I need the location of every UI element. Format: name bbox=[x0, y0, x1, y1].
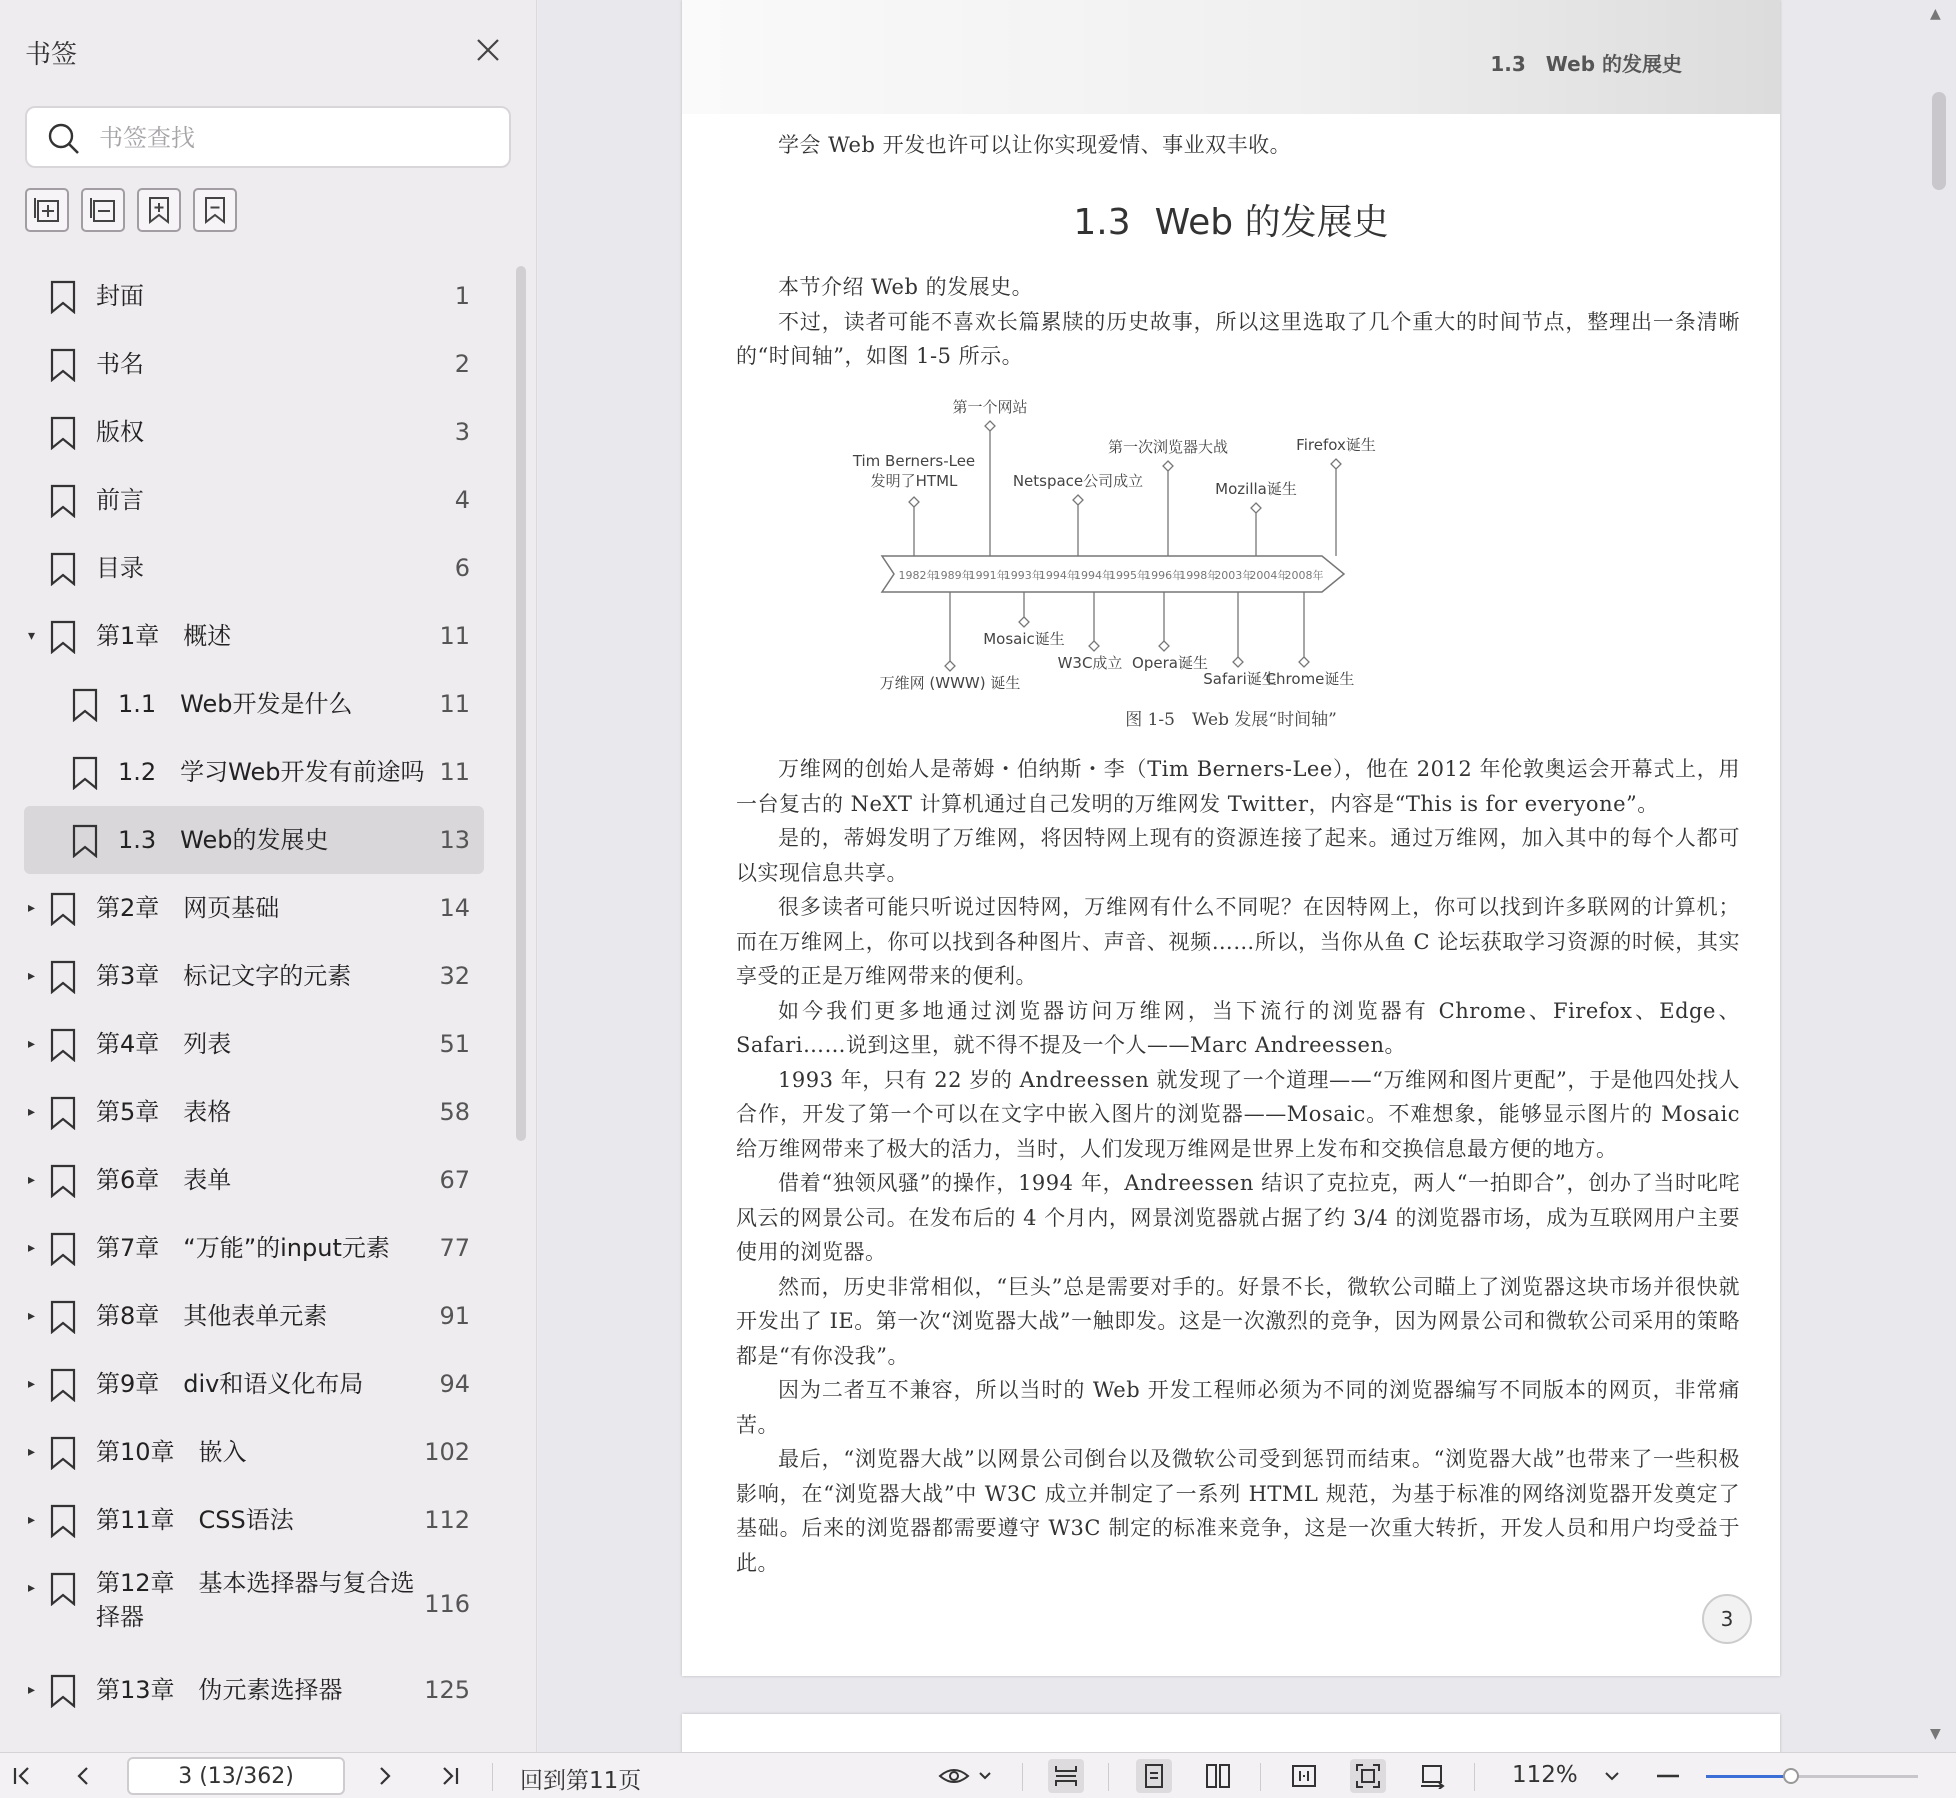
caret-right-icon[interactable]: ▸ bbox=[28, 1240, 36, 1256]
timeline-year: 1998年 bbox=[1179, 569, 1219, 582]
timeline-year: 2004年 bbox=[1249, 569, 1289, 582]
bookmark-label: 第10章 嵌入 bbox=[96, 1438, 247, 1466]
bookmark-page: 67 bbox=[439, 1166, 470, 1194]
timeline-node bbox=[1299, 657, 1309, 667]
next-page-button[interactable] bbox=[366, 1759, 402, 1793]
timeline-year: 1994年 bbox=[1038, 569, 1078, 582]
bookmark-label: 封面 bbox=[96, 282, 144, 310]
caret-right-icon[interactable]: ▸ bbox=[28, 968, 36, 984]
bookmark-label: 第5章 表格 bbox=[96, 1098, 232, 1126]
bookmark-item[interactable] bbox=[0, 1010, 500, 1078]
bookmark-icon bbox=[48, 1436, 78, 1470]
bookmark-icon bbox=[48, 416, 78, 450]
paragraph: 然而，历史非常相似，“巨头”总是需要对手的。好景不长，微软公司瞄上了浏览器这块市场并很快就开发出了 IE。第一次“浏览器大战”一触即发。这是一次激烈的竞争，因为网景公司和微软公司采用的策略都是“有你没我”。 bbox=[736, 1274, 1740, 1368]
bookmark-page: 6 bbox=[454, 554, 470, 582]
timeline-node bbox=[909, 497, 919, 507]
bookmark-label: 第12章 基本选择器与复合选择器 bbox=[96, 1569, 415, 1631]
bookmark-page: 77 bbox=[439, 1234, 470, 1262]
intro-paragraph: 学会 Web 开发也许可以让你实现爱情、事业双丰收。 bbox=[778, 133, 1292, 157]
timeline-node bbox=[1331, 459, 1341, 469]
continuous-scroll-icon bbox=[1053, 1763, 1079, 1789]
timeline-node bbox=[1089, 641, 1099, 651]
bookmark-page: 91 bbox=[439, 1302, 470, 1330]
bookmark-page: 13 bbox=[439, 826, 470, 854]
view-mode-dropdown[interactable] bbox=[936, 1759, 996, 1793]
caret-right-icon[interactable]: ▸ bbox=[28, 1172, 36, 1188]
bookmark-item[interactable] bbox=[0, 262, 500, 330]
bookmark-item[interactable] bbox=[0, 738, 500, 806]
bookmark-label: 1.2 学习Web开发有前途吗 bbox=[118, 758, 425, 786]
bookmark-page: 112 bbox=[424, 1506, 470, 1534]
bookmark-item[interactable] bbox=[0, 1282, 500, 1350]
paragraph: 万维网的创始人是蒂姆・伯纳斯・李（Tim Berners-Lee），他在 2012 年伦敦奥运会开幕式上，用一台复古的 NeXT 计算机通过自己发明的万维网发 Twitter，内容是“This is for everyone”。 bbox=[736, 757, 1740, 816]
bookmark-item[interactable] bbox=[0, 534, 500, 602]
bookmark-label: 书名 bbox=[96, 350, 144, 378]
body-text bbox=[736, 752, 1740, 1580]
caret-right-icon[interactable]: ▸ bbox=[28, 1036, 36, 1052]
running-header: 1.3 Web 的发展史 bbox=[1490, 52, 1682, 76]
figure-caption: 图 1-5 Web 发展“时间轴” bbox=[1125, 710, 1337, 730]
timeline-node bbox=[1163, 461, 1173, 471]
single-page-button[interactable] bbox=[1136, 1759, 1172, 1793]
toolbar-separator bbox=[1260, 1763, 1261, 1791]
timeline-event-label: Firefox诞生 bbox=[1296, 436, 1376, 454]
timeline-year: 1996年 bbox=[1144, 569, 1184, 582]
caret-right-icon[interactable]: ▸ bbox=[28, 1308, 36, 1324]
timeline-node bbox=[1019, 617, 1029, 627]
timeline-node bbox=[1251, 503, 1261, 513]
timeline-year: 1989年 bbox=[933, 569, 973, 582]
section-intro bbox=[736, 270, 1740, 374]
paragraph: 因为二者互不兼容，所以当时的 Web 开发工程师必须为不同的浏览器编写不同版本的网页，非常痛苦。 bbox=[736, 1378, 1740, 1437]
bookmark-item[interactable] bbox=[0, 1656, 500, 1724]
bookmark-sidebar bbox=[0, 0, 537, 1752]
bookmark-item[interactable] bbox=[0, 942, 500, 1010]
bookmark-label: 第6章 表单 bbox=[96, 1166, 232, 1194]
bookmark-icon bbox=[70, 824, 100, 858]
bookmark-icon bbox=[48, 280, 78, 314]
bookmark-icon bbox=[48, 1028, 78, 1062]
expand-all-button[interactable] bbox=[25, 188, 69, 232]
page-number-input[interactable] bbox=[127, 1757, 345, 1795]
bookmark-page: 32 bbox=[439, 962, 470, 990]
bookmark-item[interactable] bbox=[0, 670, 500, 738]
bookmark-page: 11 bbox=[439, 758, 470, 786]
timeline-year: 1994年 bbox=[1073, 569, 1113, 582]
rotate-icon bbox=[1419, 1763, 1445, 1789]
timeline-event-label: Safari诞生 bbox=[1203, 670, 1277, 688]
bookmark-icon bbox=[48, 1232, 78, 1266]
collapse-all-icon bbox=[88, 195, 118, 225]
fit-width-button[interactable] bbox=[1286, 1759, 1322, 1793]
timeline-event-label: Mozilla诞生 bbox=[1215, 480, 1297, 498]
scroll-down-arrow-icon[interactable]: ▼ bbox=[1930, 1726, 1941, 1742]
back-to-page-link[interactable]: 回到第11页 bbox=[520, 1768, 642, 1794]
scroll-up-arrow-icon[interactable]: ▲ bbox=[1930, 6, 1941, 22]
bookmark-item[interactable] bbox=[0, 1418, 500, 1486]
timeline-event-label: 万维网 (WWW) 诞生 bbox=[879, 674, 1021, 692]
bookmark-item[interactable] bbox=[0, 398, 500, 466]
bookmark-label: 第8章 其他表单元素 bbox=[96, 1302, 328, 1330]
last-page-icon bbox=[438, 1764, 462, 1788]
bookmark-label: 版权 bbox=[96, 418, 144, 446]
zoom-dropdown[interactable] bbox=[1594, 1759, 1630, 1793]
bookmark-page: 3 bbox=[454, 418, 470, 446]
bookmark-label: 第9章 div和语义化布局 bbox=[96, 1370, 364, 1398]
bookmark-page: 2 bbox=[454, 350, 470, 378]
paragraph: 如今我们更多地通过浏览器访问万维网，当下流行的浏览器有 Chrome、Firefox、Edge、Safari……说到这里，就不得不提及一个人——Marc Andreessen。 bbox=[736, 998, 1740, 1057]
bottom-toolbar bbox=[0, 1752, 1956, 1798]
rotate-button[interactable] bbox=[1414, 1759, 1450, 1793]
bookmark-page: 116 bbox=[424, 1590, 470, 1618]
timeline-event-label: 第一个网站 bbox=[952, 398, 1028, 416]
bookmark-label: 前言 bbox=[96, 486, 144, 514]
paragraph: 是的，蒂姆发明了万维网，将因特网上现有的资源连接了起来。通过万维网，加入其中的每个人都可以实现信息共享。 bbox=[736, 826, 1740, 885]
document-scrollbar[interactable] bbox=[1932, 92, 1946, 190]
caret-right-icon[interactable]: ▸ bbox=[28, 1444, 36, 1460]
timeline-svg bbox=[682, 390, 1780, 700]
toolbar-separator bbox=[492, 1763, 493, 1791]
paragraph: 最后，“浏览器大战”以网景公司倒台以及微软公司受到惩罚而结束。“浏览器大战”也带来了一些积极影响，在“浏览器大战”中 W3C 成立并制定了一系列 HTML 规范，为基于标准的网络浏览器开发奠定了基础。后来的浏览器都需要遵守 W3C 制定的标准来竞争，这是一次重大转折，开发人员和用户均受益于此。 bbox=[736, 1447, 1740, 1575]
toolbar-separator bbox=[1474, 1763, 1475, 1791]
pdf-page bbox=[682, 0, 1780, 1676]
search-icon bbox=[47, 122, 81, 156]
bookmark-page: 51 bbox=[439, 1030, 470, 1058]
timeline-event-label: W3C成立 bbox=[1057, 654, 1123, 672]
zoom-slider-fill bbox=[1706, 1775, 1791, 1778]
bookmark-page: 4 bbox=[454, 486, 470, 514]
bookmark-page: 1 bbox=[454, 282, 470, 310]
paragraph: 1993 年，只有 22 岁的 Andreessen 就发现了一个道理——“万维网和图片更配”，于是他四处找人合作，开发了第一个可以在文字中嵌入图片的浏览器——Mosaic。不难想象，能够显示图片的 Mosaic 给万维网带来了极大的活力，当时，人们发现万维网是世界上发布和交换信息最方便的地方。 bbox=[736, 1067, 1740, 1161]
sidebar-scrollbar[interactable] bbox=[516, 266, 526, 1141]
last-page-button[interactable] bbox=[432, 1759, 468, 1793]
bookmark-icon bbox=[48, 1572, 78, 1606]
bookmark-page: 102 bbox=[424, 1438, 470, 1466]
zoom-level[interactable]: 112% bbox=[1512, 1762, 1578, 1788]
toolbar-separator bbox=[1022, 1763, 1023, 1791]
bookmark-label: 第2章 网页基础 bbox=[96, 894, 280, 922]
fit-width-icon bbox=[1291, 1763, 1317, 1789]
next-pdf-page bbox=[682, 1714, 1780, 1752]
timeline-node bbox=[1073, 495, 1083, 505]
bookmark-item[interactable] bbox=[0, 1146, 500, 1214]
bookmark-page: 11 bbox=[439, 622, 470, 650]
bookmark-item[interactable] bbox=[0, 1214, 500, 1282]
timeline-year: 1993年 bbox=[1003, 569, 1043, 582]
bookmark-icon bbox=[48, 1674, 78, 1708]
chevron-down-icon bbox=[1602, 1766, 1622, 1786]
bookmark-icon bbox=[48, 1368, 78, 1402]
add-bookmark-icon bbox=[144, 195, 174, 225]
timeline-node bbox=[1233, 657, 1243, 667]
continuous-scroll-button[interactable] bbox=[1048, 1759, 1084, 1793]
bookmark-icon bbox=[48, 1300, 78, 1334]
two-page-button[interactable] bbox=[1200, 1759, 1236, 1793]
bookmark-label: 第11章 CSS语法 bbox=[96, 1506, 294, 1534]
bookmark-item[interactable] bbox=[0, 330, 500, 398]
bookmark-item[interactable] bbox=[0, 466, 500, 534]
bookmark-icon bbox=[48, 1504, 78, 1538]
timeline-event-label: 发明了HTML bbox=[870, 472, 958, 490]
bookmark-icon bbox=[48, 552, 78, 586]
expand-all-icon bbox=[32, 195, 62, 225]
minus-icon bbox=[1655, 1763, 1681, 1789]
bookmark-label: 第1章 概述 bbox=[96, 622, 232, 650]
document-view bbox=[538, 0, 1956, 1752]
paragraph: 很多读者可能只听说过因特网，万维网有什么不同呢？在因特网上，你可以找到许多联网的计算机；而在万维网上，你可以找到各种图片、声音、视频……所以，当你从鱼 C 论坛获取学习资源的时候，其实享受的正是万维网带来的便利。 bbox=[736, 895, 1740, 988]
section-heading bbox=[682, 194, 1780, 245]
timeline-event-label: Chrome诞生 bbox=[1265, 670, 1355, 688]
bookmark-label: 1.3 Web的发展史 bbox=[118, 826, 329, 854]
prev-page-button[interactable] bbox=[66, 1759, 102, 1793]
bookmark-search bbox=[25, 106, 511, 168]
toolbar-separator bbox=[1108, 1763, 1109, 1791]
caret-right-icon[interactable]: ▸ bbox=[28, 1104, 36, 1120]
bookmark-item[interactable] bbox=[0, 806, 500, 874]
zoom-slider[interactable] bbox=[1706, 1775, 1918, 1778]
bookmark-page: 125 bbox=[424, 1676, 470, 1704]
caret-right-icon[interactable]: ▸ bbox=[28, 1376, 36, 1392]
section-title: Web 的发展史 bbox=[1154, 202, 1389, 243]
bookmark-item[interactable] bbox=[0, 1078, 500, 1146]
first-page-button[interactable] bbox=[4, 1759, 40, 1793]
caret-down-icon[interactable]: ▾ bbox=[28, 628, 36, 644]
caret-right-icon[interactable]: ▸ bbox=[28, 1512, 36, 1528]
timeline-year: 1982年 bbox=[898, 569, 938, 582]
bookmark-page: 94 bbox=[439, 1370, 470, 1398]
add-bookmark-button[interactable] bbox=[137, 188, 181, 232]
zoom-out-button[interactable] bbox=[1650, 1759, 1686, 1793]
bookmark-icon bbox=[70, 756, 100, 790]
first-page-icon bbox=[10, 1764, 34, 1788]
sidebar-title: 书签 bbox=[25, 40, 78, 70]
eye-icon bbox=[938, 1764, 994, 1788]
timeline-year: 1991年 bbox=[968, 569, 1008, 582]
paragraph: 不过，读者可能不喜欢长篇累牍的历史故事，所以这里选取了几个重大的时间节点，整理出一条清晰的“时间轴”，如图 1-5 所示。 bbox=[736, 309, 1740, 368]
paragraph: 本节介绍 Web 的发展史。 bbox=[778, 275, 1034, 299]
timeline-node bbox=[1159, 641, 1169, 651]
bookmark-icon bbox=[48, 1164, 78, 1198]
chevron-right-icon bbox=[372, 1764, 396, 1788]
timeline-event-label: 第一次浏览器大战 bbox=[1107, 438, 1229, 456]
timeline-node bbox=[945, 661, 955, 671]
bookmark-search-input[interactable] bbox=[99, 118, 499, 158]
bookmark-icon bbox=[48, 960, 78, 994]
intro-text bbox=[736, 128, 1726, 163]
bookmark-item[interactable] bbox=[0, 1486, 500, 1554]
bookmark-page: 11 bbox=[439, 690, 470, 718]
page-number-badge: 3 bbox=[1702, 1594, 1752, 1644]
bookmark-label: 目录 bbox=[96, 554, 144, 582]
paragraph: 借着“独领风骚”的操作，1994 年，Andreessen 结识了克拉克，两人“一拍即合”，创办了当时叱咤风云的网景公司。在发布后的 4 个月内，网景浏览器就占据了约 3/4 的浏览器市场，成为互联网用户主要使用的浏览器。 bbox=[736, 1171, 1740, 1264]
caret-right-icon[interactable]: ▸ bbox=[28, 1580, 36, 1596]
timeline-event-label: Tim Berners-Lee bbox=[852, 452, 976, 470]
bookmark-page: 14 bbox=[439, 894, 470, 922]
timeline-figure bbox=[682, 390, 1780, 700]
timeline-event-label: Opera诞生 bbox=[1132, 654, 1208, 672]
bookmark-icon bbox=[48, 892, 78, 926]
timeline-event-label: Netspace公司成立 bbox=[1012, 472, 1144, 490]
two-page-icon bbox=[1205, 1763, 1231, 1789]
timeline-year: 1995年 bbox=[1109, 569, 1149, 582]
bookmark-tools bbox=[25, 188, 237, 232]
bookmark-label: 第4章 列表 bbox=[96, 1030, 232, 1058]
close-icon[interactable] bbox=[470, 32, 506, 68]
fit-page-button[interactable] bbox=[1350, 1759, 1386, 1793]
caret-right-icon[interactable]: ▸ bbox=[28, 900, 36, 916]
bookmark-label: 第3章 标记文字的元素 bbox=[96, 962, 352, 990]
remove-bookmark-icon bbox=[200, 195, 230, 225]
zoom-slider-thumb[interactable] bbox=[1783, 1768, 1799, 1784]
bookmark-icon bbox=[48, 348, 78, 382]
bookmark-item[interactable] bbox=[0, 874, 500, 942]
bookmark-icon bbox=[48, 1096, 78, 1130]
timeline-year: 2008年 bbox=[1284, 569, 1324, 582]
bookmark-label: 第13章 伪元素选择器 bbox=[96, 1676, 343, 1704]
timeline-event-label: Mosaic诞生 bbox=[983, 630, 1065, 648]
remove-bookmark-button[interactable] bbox=[193, 188, 237, 232]
caret-right-icon[interactable]: ▸ bbox=[28, 1682, 36, 1698]
bookmark-icon bbox=[48, 484, 78, 518]
timeline-node bbox=[985, 421, 995, 431]
bookmark-item[interactable] bbox=[0, 1554, 500, 1656]
bookmark-list bbox=[0, 262, 500, 1724]
section-number: 1.3 bbox=[1073, 202, 1131, 243]
bookmark-icon bbox=[48, 620, 78, 654]
bookmark-item[interactable] bbox=[0, 1350, 500, 1418]
bookmark-page: 58 bbox=[439, 1098, 470, 1126]
collapse-all-button[interactable] bbox=[81, 188, 125, 232]
bookmark-item[interactable] bbox=[0, 602, 500, 670]
fit-page-icon bbox=[1355, 1763, 1381, 1789]
bookmark-label: 第7章 “万能”的input元素 bbox=[96, 1234, 390, 1262]
single-page-icon bbox=[1141, 1763, 1167, 1789]
timeline-year: 2003年 bbox=[1214, 569, 1254, 582]
chevron-left-icon bbox=[72, 1764, 96, 1788]
bookmark-icon bbox=[70, 688, 100, 722]
bookmark-label: 1.1 Web开发是什么 bbox=[118, 690, 353, 718]
